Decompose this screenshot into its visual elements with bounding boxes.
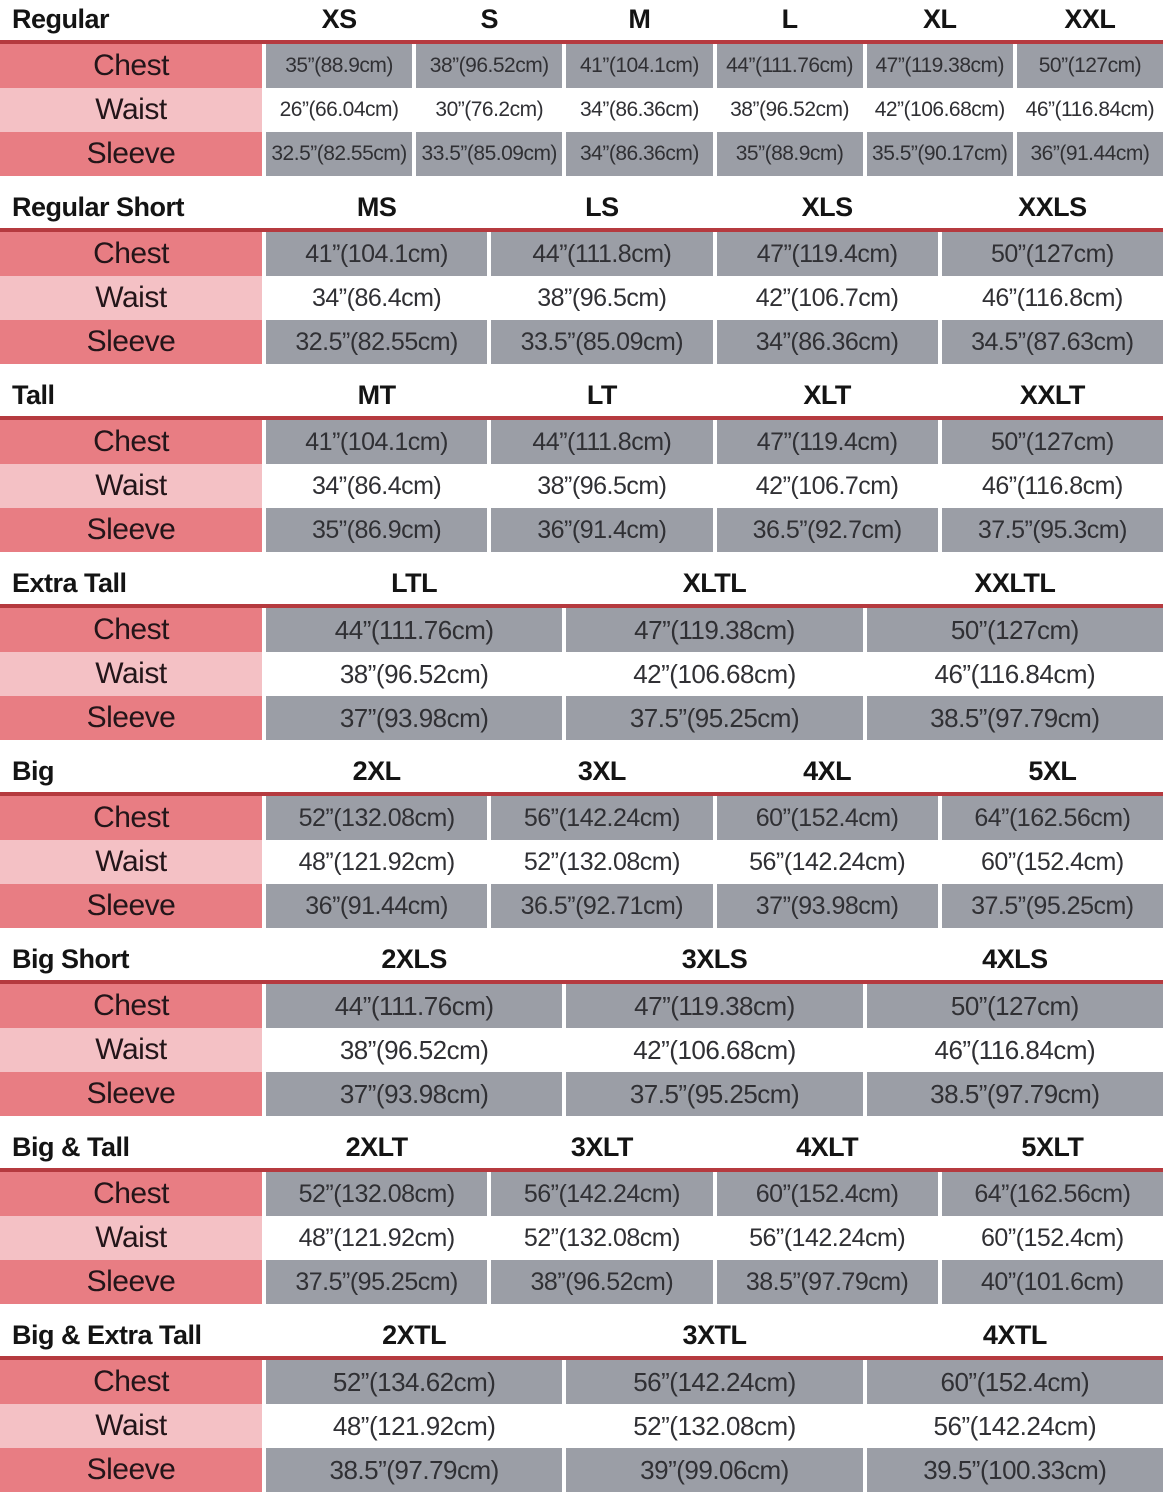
- cell-3xtl-chest: 56”(142.24cm): [566, 1360, 862, 1404]
- cell-xltl-waist: 42”(106.68cm): [566, 652, 862, 696]
- cell-2xl-chest: 52”(132.08cm): [266, 796, 487, 840]
- row-label-chest: Chest: [0, 796, 262, 840]
- cell-ms-sleeve: 32.5”(82.55cm): [266, 320, 487, 364]
- cell-xls-sleeve: 34”(86.36cm): [717, 320, 938, 364]
- row-label-sleeve: Sleeve: [0, 884, 262, 928]
- measurement-row-waist: [0, 464, 1163, 508]
- cell-xxls-chest: 50”(127cm): [942, 232, 1163, 276]
- measurement-row-sleeve: [0, 1072, 1163, 1116]
- cell-xxls-sleeve: 34.5”(87.63cm): [942, 320, 1163, 364]
- section-title: Big & Tall: [12, 1132, 130, 1162]
- cell-xxltl-waist: 46”(116.84cm): [867, 652, 1163, 696]
- cell-m-sleeve: 34”(86.36cm): [566, 132, 712, 176]
- size-code-3xlt: 3XLT: [570, 1132, 633, 1162]
- cell-xltl-sleeve: 37.5”(95.25cm): [566, 696, 862, 740]
- size-code-xxltl: XXLTL: [974, 568, 1056, 598]
- cell-xxltl-sleeve: 38.5”(97.79cm): [867, 696, 1163, 740]
- size-code-lt: LT: [586, 380, 617, 410]
- cell-3xlt-chest: 56”(142.24cm): [491, 1172, 712, 1216]
- measurement-row-chest: [0, 984, 1163, 1028]
- cell-ltl-waist: 38”(96.52cm): [266, 652, 562, 696]
- size-section-extra-tall: [0, 566, 1163, 740]
- cell-l-waist: 38”(96.52cm): [717, 88, 863, 132]
- row-label-chest: Chest: [0, 1172, 262, 1216]
- row-label-sleeve: Sleeve: [0, 1448, 262, 1492]
- row-label-waist: Waist: [0, 464, 262, 508]
- measurement-row-waist: [0, 88, 1163, 132]
- size-code-2xl: 2XL: [352, 756, 401, 786]
- section-title: Big & Extra Tall: [12, 1320, 202, 1350]
- row-label-waist: Waist: [0, 1028, 262, 1072]
- cell-4xtl-chest: 60”(152.4cm): [867, 1360, 1163, 1404]
- cell-3xtl-sleeve: 39”(99.06cm): [566, 1448, 862, 1492]
- cell-5xl-chest: 64”(162.56cm): [942, 796, 1163, 840]
- size-section-big: [0, 754, 1163, 928]
- cell-4xtl-waist: 56”(142.24cm): [867, 1404, 1163, 1448]
- row-label-chest: Chest: [0, 232, 262, 276]
- row-label-chest: Chest: [0, 1360, 262, 1404]
- size-code-xltl: XLTL: [682, 568, 747, 598]
- section-header: [0, 378, 1163, 416]
- size-section-regular-short: [0, 190, 1163, 364]
- section-header: [0, 566, 1163, 604]
- cell-mt-waist: 34”(86.4cm): [266, 464, 487, 508]
- cell-5xlt-waist: 60”(152.4cm): [942, 1216, 1163, 1260]
- cell-2xtl-waist: 48”(121.92cm): [266, 1404, 562, 1448]
- cell-2xl-waist: 48”(121.92cm): [266, 840, 487, 884]
- measurement-row-chest: [0, 232, 1163, 276]
- cell-2xlt-sleeve: 37.5”(95.25cm): [266, 1260, 487, 1304]
- section-header: [0, 1130, 1163, 1168]
- cell-3xls-sleeve: 37.5”(95.25cm): [566, 1072, 862, 1116]
- cell-mt-chest: 41”(104.1cm): [266, 420, 487, 464]
- row-label-waist: Waist: [0, 1404, 262, 1448]
- cell-2xtl-chest: 52”(134.62cm): [266, 1360, 562, 1404]
- measurement-row-sleeve: [0, 508, 1163, 552]
- section-title: Regular Short: [12, 192, 185, 222]
- measurement-row-waist: [0, 840, 1163, 884]
- size-code-3xl: 3XL: [577, 756, 626, 786]
- cell-4xlt-sleeve: 38.5”(97.79cm): [717, 1260, 938, 1304]
- cell-ls-waist: 38”(96.5cm): [491, 276, 712, 320]
- size-section-regular: [0, 2, 1163, 176]
- cell-2xls-waist: 38”(96.52cm): [266, 1028, 562, 1072]
- size-code-2xlt: 2XLT: [345, 1132, 408, 1162]
- size-code-ltl: LTL: [391, 568, 438, 598]
- size-code-2xtl: 2XTL: [382, 1320, 447, 1350]
- row-label-chest: Chest: [0, 984, 262, 1028]
- cell-4xlt-chest: 60”(152.4cm): [717, 1172, 938, 1216]
- size-code-xxl: XXL: [1064, 4, 1116, 34]
- row-label-waist: Waist: [0, 652, 262, 696]
- row-label-chest: Chest: [0, 44, 262, 88]
- section-title: Extra Tall: [12, 568, 127, 598]
- section-title: Big Short: [12, 944, 129, 974]
- size-chart-page: [0, 2, 1163, 1492]
- cell-xl-sleeve: 35.5”(90.17cm): [867, 132, 1013, 176]
- size-code-3xls: 3XLS: [681, 944, 748, 974]
- cell-xls-chest: 47”(119.4cm): [717, 232, 938, 276]
- size-section-tall: [0, 378, 1163, 552]
- cell-xxlt-chest: 50”(127cm): [942, 420, 1163, 464]
- measurement-row-waist: [0, 1028, 1163, 1072]
- section-title: Big: [12, 756, 54, 786]
- cell-ms-waist: 34”(86.4cm): [266, 276, 487, 320]
- cell-xl-chest: 47”(119.38cm): [867, 44, 1013, 88]
- cell-3xl-chest: 56”(142.24cm): [491, 796, 712, 840]
- cell-xxltl-chest: 50”(127cm): [867, 608, 1163, 652]
- cell-xxlt-sleeve: 37.5”(95.3cm): [942, 508, 1163, 552]
- size-code-xl: XL: [922, 4, 957, 34]
- cell-xs-chest: 35”(88.9cm): [266, 44, 412, 88]
- section-header: [0, 754, 1163, 792]
- size-code-ls: LS: [585, 192, 619, 222]
- row-label-sleeve: Sleeve: [0, 132, 262, 176]
- size-code-mt: MT: [357, 380, 396, 410]
- cell-3xlt-waist: 52”(132.08cm): [491, 1216, 712, 1260]
- measurement-row-chest: [0, 44, 1163, 88]
- cell-xl-waist: 42”(106.68cm): [867, 88, 1013, 132]
- size-code-xxls: XXLS: [1018, 192, 1087, 222]
- cell-4xl-waist: 56”(142.24cm): [717, 840, 938, 884]
- measurement-row-chest: [0, 420, 1163, 464]
- measurement-row-waist: [0, 1216, 1163, 1260]
- measurement-row-sleeve: [0, 696, 1163, 740]
- cell-5xl-waist: 60”(152.4cm): [942, 840, 1163, 884]
- measurement-row-sleeve: [0, 132, 1163, 176]
- size-code-5xlt: 5XLT: [1021, 1132, 1084, 1162]
- size-code-3xtl: 3XTL: [682, 1320, 747, 1350]
- cell-xxl-sleeve: 36”(91.44cm): [1017, 132, 1163, 176]
- cell-lt-chest: 44”(111.8cm): [491, 420, 712, 464]
- section-title: Tall: [12, 380, 55, 410]
- size-code-l: L: [781, 4, 798, 34]
- cell-s-waist: 30”(76.2cm): [416, 88, 562, 132]
- row-label-chest: Chest: [0, 420, 262, 464]
- cell-lt-sleeve: 36”(91.4cm): [491, 508, 712, 552]
- size-code-4xlt: 4XLT: [796, 1132, 859, 1162]
- cell-4xl-sleeve: 37”(93.98cm): [717, 884, 938, 928]
- section-header: [0, 190, 1163, 228]
- cell-3xl-waist: 52”(132.08cm): [491, 840, 712, 884]
- cell-xlt-waist: 42”(106.7cm): [717, 464, 938, 508]
- cell-s-chest: 38”(96.52cm): [416, 44, 562, 88]
- cell-5xlt-chest: 64”(162.56cm): [942, 1172, 1163, 1216]
- section-title: Regular: [12, 4, 110, 34]
- cell-xlt-sleeve: 36.5”(92.7cm): [717, 508, 938, 552]
- row-label-sleeve: Sleeve: [0, 696, 262, 740]
- measurement-row-chest: [0, 1360, 1163, 1404]
- cell-xxl-waist: 46”(116.84cm): [1017, 88, 1163, 132]
- size-code-xls: XLS: [801, 192, 853, 222]
- cell-3xls-chest: 47”(119.38cm): [566, 984, 862, 1028]
- cell-5xlt-sleeve: 40”(101.6cm): [942, 1260, 1163, 1304]
- measurement-row-chest: [0, 608, 1163, 652]
- cell-2xls-sleeve: 37”(93.98cm): [266, 1072, 562, 1116]
- cell-2xlt-waist: 48”(121.92cm): [266, 1216, 487, 1260]
- row-label-waist: Waist: [0, 840, 262, 884]
- size-section-big-extra-tall: [0, 1318, 1163, 1492]
- row-label-sleeve: Sleeve: [0, 1260, 262, 1304]
- cell-3xtl-waist: 52”(132.08cm): [566, 1404, 862, 1448]
- cell-xlt-chest: 47”(119.4cm): [717, 420, 938, 464]
- cell-2xtl-sleeve: 38.5”(97.79cm): [266, 1448, 562, 1492]
- size-code-xxlt: XXLT: [1019, 380, 1085, 410]
- cell-ls-sleeve: 33.5”(85.09cm): [491, 320, 712, 364]
- size-code-2xls: 2XLS: [381, 944, 447, 974]
- size-code-5xl: 5XL: [1028, 756, 1077, 786]
- size-code-m: M: [628, 4, 651, 34]
- cell-5xl-sleeve: 37.5”(95.25cm): [942, 884, 1163, 928]
- size-code-s: S: [480, 4, 498, 34]
- size-section-big-short: [0, 942, 1163, 1116]
- cell-s-sleeve: 33.5”(85.09cm): [416, 132, 562, 176]
- cell-xs-sleeve: 32.5”(82.55cm): [266, 132, 412, 176]
- cell-3xlt-sleeve: 38”(96.52cm): [491, 1260, 712, 1304]
- cell-ms-chest: 41”(104.1cm): [266, 232, 487, 276]
- cell-4xls-chest: 50”(127cm): [867, 984, 1163, 1028]
- section-header: [0, 1318, 1163, 1356]
- row-label-waist: Waist: [0, 88, 262, 132]
- measurement-row-waist: [0, 1404, 1163, 1448]
- cell-4xtl-sleeve: 39.5”(100.33cm): [867, 1448, 1163, 1492]
- row-label-sleeve: Sleeve: [0, 320, 262, 364]
- cell-4xls-sleeve: 38.5”(97.79cm): [867, 1072, 1163, 1116]
- cell-mt-sleeve: 35”(86.9cm): [266, 508, 487, 552]
- cell-xxlt-waist: 46”(116.8cm): [942, 464, 1163, 508]
- cell-3xl-sleeve: 36.5”(92.71cm): [491, 884, 712, 928]
- row-label-waist: Waist: [0, 276, 262, 320]
- cell-2xl-sleeve: 36”(91.44cm): [266, 884, 487, 928]
- cell-m-waist: 34”(86.36cm): [566, 88, 712, 132]
- row-label-sleeve: Sleeve: [0, 1072, 262, 1116]
- measurement-row-sleeve: [0, 320, 1163, 364]
- measurement-row-sleeve: [0, 1448, 1163, 1492]
- row-label-chest: Chest: [0, 608, 262, 652]
- cell-ltl-chest: 44”(111.76cm): [266, 608, 562, 652]
- size-code-4xl: 4XL: [803, 756, 852, 786]
- measurement-row-waist: [0, 652, 1163, 696]
- cell-ltl-sleeve: 37”(93.98cm): [266, 696, 562, 740]
- cell-2xlt-chest: 52”(132.08cm): [266, 1172, 487, 1216]
- cell-xls-waist: 42”(106.7cm): [717, 276, 938, 320]
- cell-4xlt-waist: 56”(142.24cm): [717, 1216, 938, 1260]
- cell-lt-waist: 38”(96.5cm): [491, 464, 712, 508]
- size-code-ms: MS: [356, 192, 397, 222]
- cell-m-chest: 41”(104.1cm): [566, 44, 712, 88]
- size-section-big-tall: [0, 1130, 1163, 1304]
- measurement-row-sleeve: [0, 1260, 1163, 1304]
- measurement-row-chest: [0, 1172, 1163, 1216]
- cell-4xl-chest: 60”(152.4cm): [717, 796, 938, 840]
- measurement-row-sleeve: [0, 884, 1163, 928]
- cell-3xls-waist: 42”(106.68cm): [566, 1028, 862, 1072]
- section-header: [0, 942, 1163, 980]
- measurement-row-waist: [0, 276, 1163, 320]
- cell-xxls-waist: 46”(116.8cm): [942, 276, 1163, 320]
- row-label-sleeve: Sleeve: [0, 508, 262, 552]
- row-label-waist: Waist: [0, 1216, 262, 1260]
- cell-xltl-chest: 47”(119.38cm): [566, 608, 862, 652]
- cell-l-chest: 44”(111.76cm): [717, 44, 863, 88]
- cell-4xls-waist: 46”(116.84cm): [867, 1028, 1163, 1072]
- size-code-xlt: XLT: [803, 380, 851, 410]
- size-code-xs: XS: [321, 4, 357, 34]
- cell-2xls-chest: 44”(111.76cm): [266, 984, 562, 1028]
- cell-xxl-chest: 50”(127cm): [1017, 44, 1163, 88]
- measurement-row-chest: [0, 796, 1163, 840]
- cell-xs-waist: 26”(66.04cm): [266, 88, 412, 132]
- size-code-4xtl: 4XTL: [982, 1320, 1047, 1350]
- cell-ls-chest: 44”(111.8cm): [491, 232, 712, 276]
- cell-l-sleeve: 35”(88.9cm): [717, 132, 863, 176]
- section-header: [0, 2, 1163, 40]
- size-code-4xls: 4XLS: [982, 944, 1048, 974]
